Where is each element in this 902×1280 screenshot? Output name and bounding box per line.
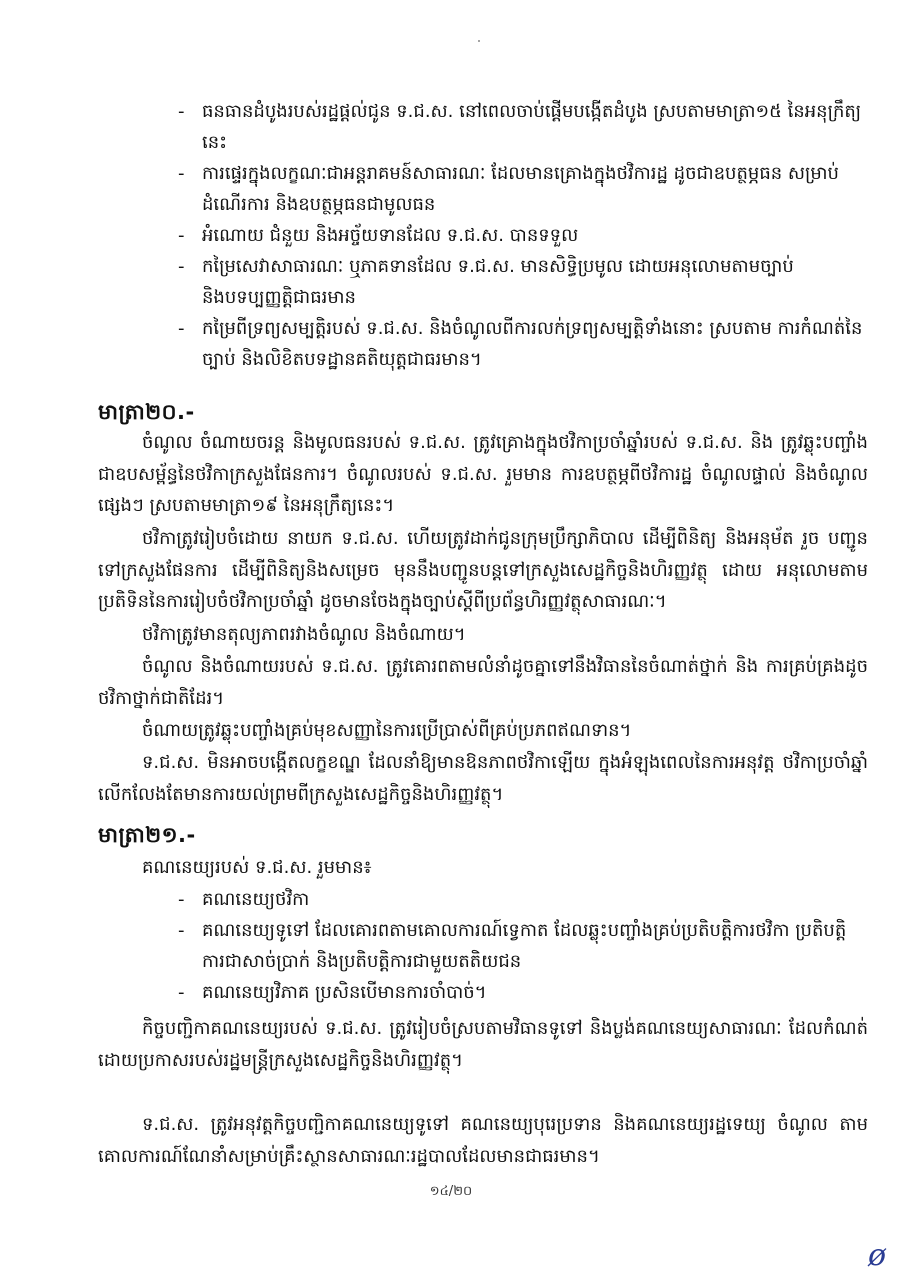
paragraph: ទ.ជ.ស. មិនអាចបង្កើតលក្ខខណ្ឌ ដែលនាំឱ្យមានឱនភាពថវិកាឡើយ ក្នុងអំឡុងពេលនៃការអនុវត្ត ថវិកាប្រចាំឆ្នាំ លើកលែងតែមានការយល់ព្រមពីក្រសួងសេដ្ឋកិច្ចនិងហិរញ្ញវត្ថុ។: [98, 752, 868, 805]
list-item: - កម្រៃពីទ្រព្យសម្បត្តិរបស់ ទ.ជ.ស. និងចំណូលពីការលក់ទ្រព្យសម្បត្តិទាំងនោះ ស្របតាម ការកំណត់នៃច្បាប់ និងលិខិតបទដ្ឋានគតិយុត្តជាធរមាន។: [178, 318, 863, 370]
paragraph: គណនេយ្យរបស់ ទ.ជ.ស. រួមមាន៖: [142, 857, 372, 878]
list-item: - អំណោយ ជំនួយ និងអច្ច័យទានដែល ទ.ជ.ស. បានទទួល: [178, 225, 579, 246]
scan-speck: [478, 40, 480, 42]
paragraph: ចំណូល និងចំណាយរបស់ ទ.ជ.ស. ត្រូវគោរពតាមលំនាំដូចគ្នាទៅនឹងវិធាននៃចំណាត់ថ្នាក់ និង ការគ្រប់គ្រងដូចថវិកាថ្នាក់ជាតិដែរ។: [98, 656, 868, 709]
accounting-types-list: [178, 884, 868, 1008]
paragraph: ចំណូល ចំណាយចរន្ត និងមូលធនរបស់ ទ.ជ.ស. ត្រូវគ្រោងក្នុងថវិកាប្រចាំឆ្នាំរបស់ ទ.ជ.ស. និង ត្រូវឆ្លុះបញ្ចាំងជាឧបសម្ព័ន្ធនៃថវិកាក្រសួងផែនការ។ ចំណូលរបស់ ទ.ជ.ស. រួមមាន ការឧបត្ថម្ភពីថវិការដ្ឋ ចំណូលផ្ទាល់ និងចំណូលផ្សេងៗ ស្របតាមមាត្រា១៩ នៃអនុក្រឹត្យនេះ។: [98, 432, 868, 516]
initials-mark: ø: [868, 1238, 887, 1273]
list-item: - គណនេយ្យថវិកា: [178, 889, 310, 910]
page-number: ១៤/២០: [429, 1184, 473, 1199]
funding-sources-list: [178, 96, 868, 375]
list-item: - កម្រៃសេវាសាធារណៈ ឬភាគទានដែល ទ.ជ.ស. មានសិទ្ធិប្រមូល ដោយអនុលោមតាមច្បាប់ និងបទប្បញ្ញត្តិជាធរមាន: [178, 256, 794, 308]
list-item: - គណនេយ្យវិភាគ ប្រសិនបើមានការចាំបាច់។: [178, 982, 487, 1003]
paragraph: ថវិកាត្រូវមានតុល្យភាពរវាងចំណូល និងចំណាយ។: [142, 624, 466, 645]
list-item: - គណនេយ្យទូទៅ ដែលគោរពតាមគោលការណ៍ទេ្វកាត ដែលឆ្លុះបញ្ចាំងគ្រប់ប្រតិបត្តិការថវិកា ប្រតិបត្តិការជាសាច់ប្រាក់ និងប្រតិបត្តិការជាមួយតតិយជន: [178, 920, 847, 972]
paragraph: ចំណាយត្រូវឆ្លុះបញ្ចាំងគ្រប់មុខសញ្ញានៃការប្រើប្រាស់ពីគ្រប់ប្រភពឥណទាន។: [142, 720, 632, 741]
list-item: - ការផ្ទេរក្នុងលក្ខណៈជាអន្តរាគមន៍សាធារណៈ ដែលមានគ្រោងក្នុងថវិការដ្ឋ ដូចជាឧបត្ថម្ភធន សម្រាប់ ដំណើរការ និងឧបត្ថម្ភធនជាមូលធន: [178, 163, 839, 215]
list-item: - ធនធានដំបូងរបស់រដ្ឋផ្តល់ជូន ទ.ជ.ស. នៅពេលចាប់ផ្តើមបង្កើតដំបូង ស្របតាមមាត្រា១៥ នៃអនុក្រឹត្យនេះ: [178, 101, 862, 153]
paragraph: កិច្ចបញ្ជិកាគណនេយ្យរបស់ ទ.ជ.ស. ត្រូវរៀបចំស្របតាមវិធានទូទៅ និងប្លង់គណនេយ្យសាធារណៈ ដែលកំណត់ដោយប្រកាសរបស់រដ្ឋមន្ត្រីក្រសួងសេដ្ឋកិច្ចនិងហិរញ្ញវត្ថុ។: [98, 1018, 868, 1071]
paragraph: ទ.ជ.ស. ត្រូវអនុវត្តកិច្ចបញ្ជិកាគណនេយ្យទូទៅ គណនេយ្យបុរេប្រទាន និងគណនេយ្យរដ្ឋទេយ្យ ចំណូល តាមគោលការណ៍ណែនាំសម្រាប់គ្រឹះស្ថានសាធារណៈរដ្ឋបាលដែលមានជាធរមាន។: [98, 1114, 868, 1167]
article-21-heading: មាត្រា២១.-: [98, 823, 196, 847]
article-20-heading: មាត្រា២០.-: [98, 400, 195, 424]
paragraph: ថវិកាត្រូវរៀបចំដោយ នាយក ទ.ជ.ស. ហើយត្រូវដាក់ជូនក្រុមប្រឹក្សាភិបាល ដើម្បីពិនិត្យ និងអនុម័ត រួច បញ្ជូនទៅក្រសួងផែនការ ដើម្បីពិនិត្យនិងសម្រេច មុននឹងបញ្ជូនបន្តទៅក្រសួងសេដ្ឋកិច្ចនិងហិរញ្ញវត្ថុ ដោយ អនុលោមតាមប្រតិទិននៃការរៀបចំថវិកាប្រចាំឆ្នាំ ដូចមានចែងក្នុងច្បាប់ស្តីពីប្រព័ន្ធហិរញ្ញវត្ថុសាធារណៈ។: [98, 528, 868, 612]
